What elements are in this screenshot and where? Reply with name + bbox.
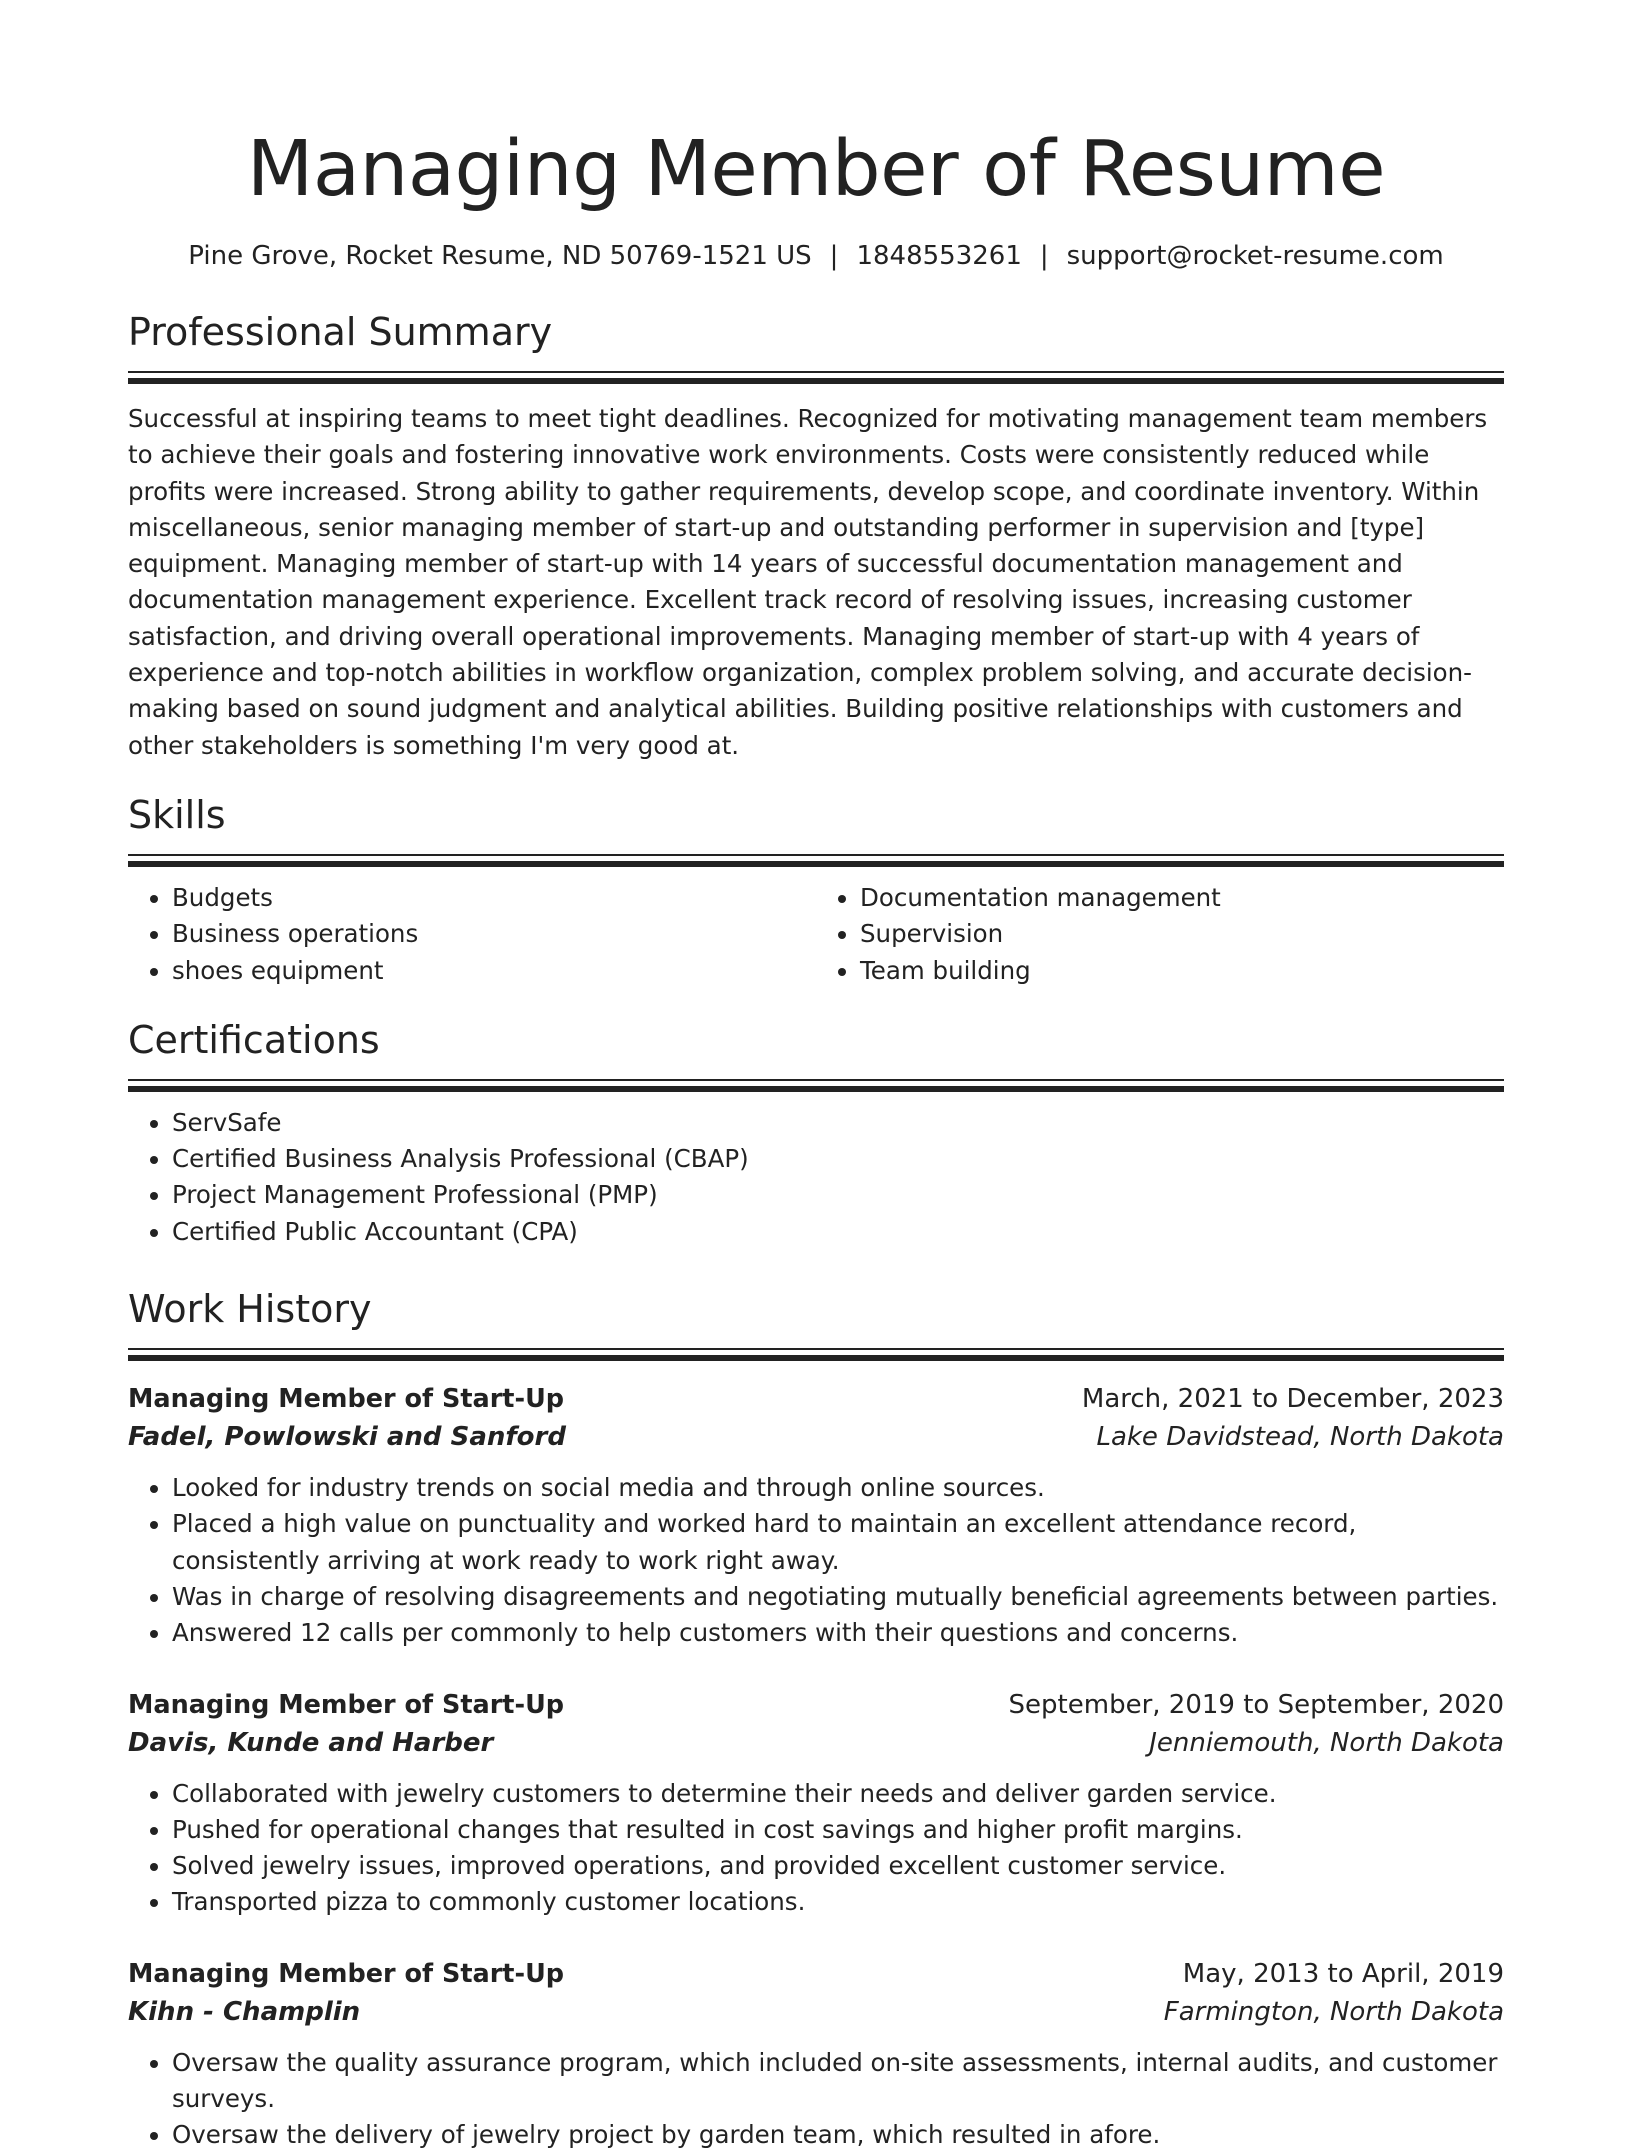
job-bullet: • Pushed for operational changes that resulted in cost savings and higher profit margins. (172, 1812, 1504, 1848)
job-bullets (128, 1470, 1504, 1651)
job-company: Fadel, Powlowski and Sanford (128, 1422, 566, 1453)
job-dates: September, 2019 to September, 2020 (1008, 1689, 1504, 1720)
skill-item: • Supervision (860, 916, 1504, 952)
job-bullet: • Transported pizza to commonly customer locations. (172, 1884, 1504, 1920)
section-title-skills: Skills (128, 792, 226, 837)
contact-address: Pine Grove, Rocket Resume, ND 50769-1521 US (188, 241, 812, 271)
job-header-row (128, 1686, 1504, 1724)
summary-text: Successful at inspiring teams to meet tight deadlines. Recognized for motivating management team members to achieve their goals and fostering innovative work environments. Costs were consistently reduced while profits were increased. Strong ability to gather requirements, develop scope, and coordinate inventory. Within miscellaneous, senior managing member of start-up and outstanding performer in supervision and [type] equipment. Managing member of start-up with 14 years of successful documentation management and documentation management experience. Excellent track record of resolving issues, increasing customer satisfaction, and driving overall operational improvements. Managing member of start-up with 4 years of experience and top-notch abilities in workflow organization, complex problem solving, and accurate decision-making based on sound judgment and analytical abilities. Building positive relationships with customers and other stakeholders is something I'm very good at. (128, 404, 1488, 760)
certification-item: • Certified Business Analysis Professional (CBAP) (172, 1141, 1504, 1177)
job-dates: May, 2013 to April, 2019 (1182, 1958, 1504, 1989)
job-title: Managing Member of Start-Up (128, 1689, 565, 1720)
skills-grid (128, 866, 1504, 989)
job-bullet: • Placed a high value on punctuality and worked hard to maintain an excellent attendance record, consistently arriving at work ready to work right away. (172, 1506, 1504, 1579)
job-company: Davis, Kunde and Harber (128, 1727, 494, 1758)
contact-separator: | (829, 241, 839, 271)
job-bullet: • Was in charge of resolving disagreements and negotiating mutually beneficial agreements between parties. (172, 1579, 1504, 1615)
job-bullets (128, 2045, 1504, 2154)
job-location: Lake Davidstead, North Dakota (1096, 1422, 1504, 1453)
job-entry (128, 1380, 1504, 1651)
section-certifications (128, 1015, 1504, 1250)
job-location: Jenniemouth, North Dakota (1149, 1727, 1504, 1758)
job-bullet: • Looked for industry trends on social media and through online sources. (172, 1470, 1504, 1506)
contact-phone: 1848553261 (856, 241, 1022, 271)
section-title-work-history: Work History (128, 1287, 372, 1332)
certification-item: • ServSafe (172, 1105, 1504, 1141)
section-divider (128, 854, 1504, 866)
job-dates: March, 2021 to December, 2023 (1081, 1384, 1504, 1415)
job-header-row (128, 1955, 1504, 1993)
job-entry (128, 1955, 1504, 2154)
certifications-list (128, 1105, 1504, 1250)
section-divider (128, 371, 1504, 383)
skills-list-left (128, 880, 816, 989)
job-bullet: • Collaborated with jewelry customers to determine their needs and deliver garden service. (172, 1776, 1504, 1812)
resume-name: Managing Member of Resume (246, 125, 1386, 214)
job-company: Kihn - Champlin (128, 1996, 361, 2027)
job-title: Managing Member of Start-Up (128, 1384, 565, 1415)
section-skills (128, 790, 1504, 989)
job-company-row (128, 1724, 1504, 1762)
job-company-row (128, 1418, 1504, 1456)
job-bullet: • Answered 12 calls per commonly to help customers with their questions and concerns. (172, 1615, 1504, 1651)
skill-item: • Budgets (172, 880, 816, 916)
section-divider (128, 1079, 1504, 1091)
job-bullet: • Solved jewelry issues, improved operations, and provided excellent customer service. (172, 1848, 1504, 1884)
skills-list-right (816, 880, 1504, 989)
contact-line (128, 239, 1504, 273)
job-company-row (128, 1993, 1504, 2031)
skill-item: • Business operations (172, 916, 816, 952)
skill-item: • Team building (860, 953, 1504, 989)
certification-item: • Project Management Professional (PMP) (172, 1177, 1504, 1213)
job-title: Managing Member of Start-Up (128, 1958, 565, 1989)
section-title-certifications: Certifications (128, 1017, 380, 1062)
job-bullets (128, 1776, 1504, 1921)
job-bullet: • Oversaw the quality assurance program, which included on-site assessments, internal audits, and customer surveys. (172, 2045, 1504, 2118)
section-work-history (128, 1284, 1504, 2154)
section-summary (128, 307, 1504, 764)
job-header-row (128, 1380, 1504, 1418)
job-location: Farmington, North Dakota (1163, 1996, 1504, 2027)
certification-item: • Certified Public Accountant (CPA) (172, 1214, 1504, 1250)
contact-email: support@rocket-resume.com (1066, 241, 1444, 271)
skill-item: • shoes equipment (172, 953, 816, 989)
job-entry (128, 1686, 1504, 1921)
skill-item: • Documentation management (860, 880, 1504, 916)
section-divider (128, 1348, 1504, 1360)
section-title-summary: Professional Summary (128, 310, 553, 354)
job-bullet: • Oversaw the delivery of jewelry project by garden team, which resulted in afore. (172, 2117, 1504, 2153)
contact-separator: | (1039, 241, 1049, 271)
